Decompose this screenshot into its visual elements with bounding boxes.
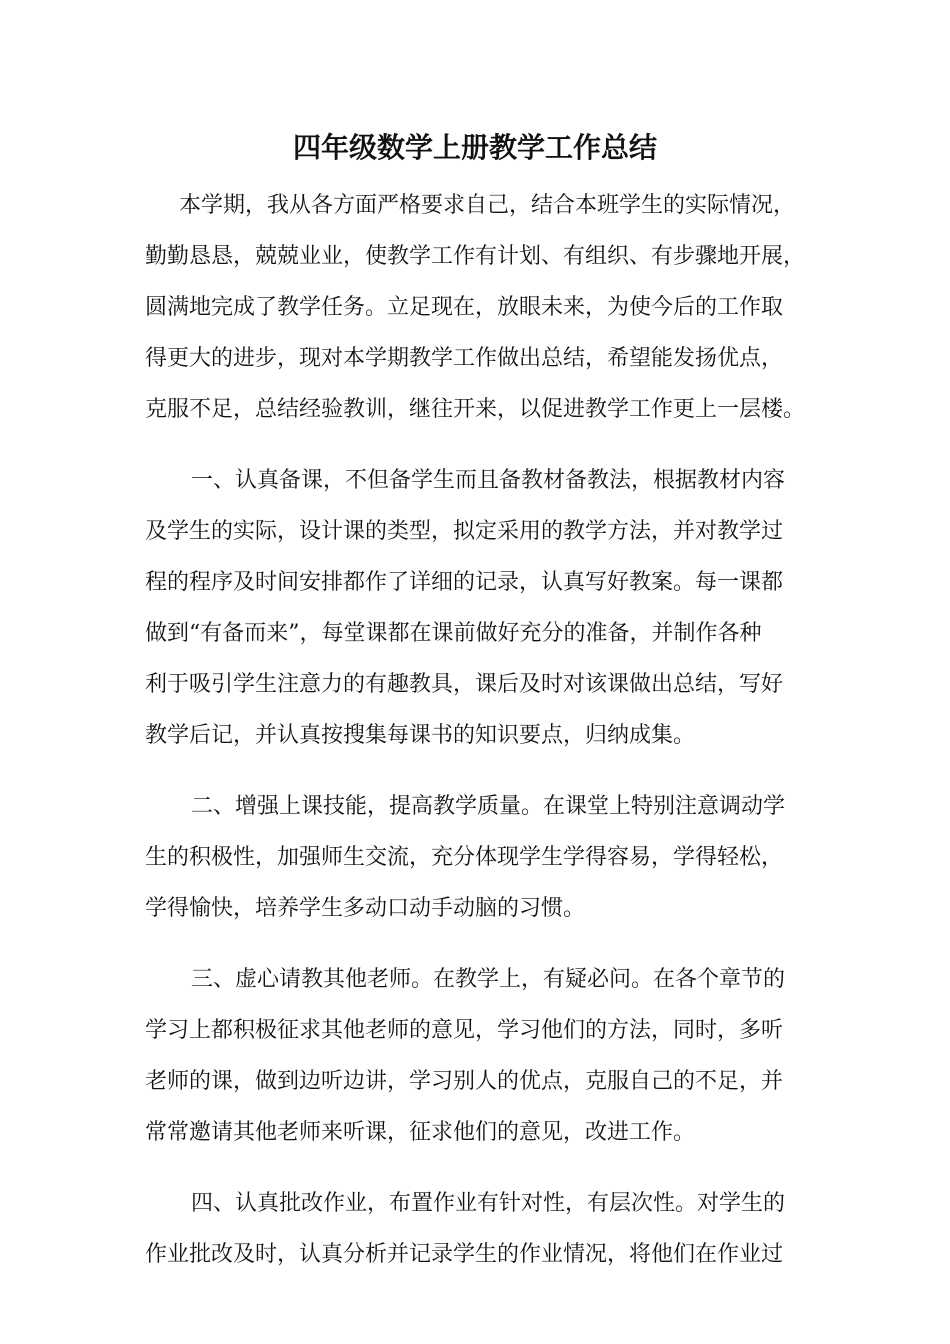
text-line: 常常邀请其他老师来听课，征求他们的意见，改进工作。 xyxy=(145,1120,696,1145)
text-line: 本学期，我从各方面严格要求自己，结合本班学生的实际情况， xyxy=(179,193,796,218)
text-line: 二、增强上课技能，提高教学质量。在课堂上特别注意调动学 xyxy=(191,794,786,819)
text-line: 及学生的实际，设计课的类型，拟定采用的教学方法，并对教学过 xyxy=(145,519,784,544)
paragraph-gap xyxy=(145,435,825,455)
text-line: 做到“有备而来”，每堂课都在课前做好充分的准备，并制作各种 xyxy=(145,621,762,646)
text-line: 老师的课，做到边听边讲，学习别人的优点，克服自己的不足，并 xyxy=(145,1069,784,1094)
text-line: 学习上都积极征求其他老师的意见，学习他们的方法，同时，多听 xyxy=(145,1018,784,1043)
text-line: 生的积极性，加强师生交流，充分体现学生学得容易，学得轻松， xyxy=(145,845,784,870)
text-line: 作业批改及时，认真分析并记录学生的作业情况，将他们在作业过 xyxy=(145,1242,784,1267)
text-line: 一、认真备课，不但备学生而且备教材备教法，根据教材内容 xyxy=(191,468,786,493)
text-line: 得更大的进步，现对本学期教学工作做出总结，希望能发扬优点， xyxy=(145,346,784,371)
paragraph-section-1 xyxy=(145,455,825,761)
text-line: 四、认真批改作业，布置作业有针对性，有层次性。对学生的 xyxy=(191,1191,786,1216)
text-line: 勤勤恳恳，兢兢业业，使教学工作有计划、有组织、有步骤地开展， xyxy=(145,244,806,269)
document-body xyxy=(145,180,825,1280)
paragraph-gap xyxy=(145,761,825,781)
text-line: 教学后记，并认真按搜集每课书的知识要点，归纳成集。 xyxy=(145,723,696,748)
document-title: 四年级数学上册教学工作总结 xyxy=(292,131,657,164)
text-line: 三、虚心请教其他老师。在教学上，有疑必问。在各个章节的 xyxy=(191,967,786,992)
paragraph-intro xyxy=(145,180,825,435)
paragraph-gap xyxy=(145,934,825,954)
paragraph-section-3 xyxy=(145,954,825,1158)
text-line: 学得愉快，培养学生多动口动手动脑的习惯。 xyxy=(145,896,586,921)
text-line: 圆满地完成了教学任务。立足现在，放眼未来，为使今后的工作取 xyxy=(145,295,784,320)
text-line: 利于吸引学生注意力的有趣教具，课后及时对该课做出总结，写好 xyxy=(145,672,784,697)
paragraph-gap xyxy=(145,1158,825,1178)
text-line: 克服不足，总结经验教训，继往开来，以促进教学工作更上一层楼。 xyxy=(145,397,806,422)
text-line: 程的程序及时间安排都作了详细的记录，认真写好教案。每一课都 xyxy=(145,570,784,595)
paragraph-section-4 xyxy=(145,1178,825,1280)
paragraph-section-2 xyxy=(145,781,825,934)
